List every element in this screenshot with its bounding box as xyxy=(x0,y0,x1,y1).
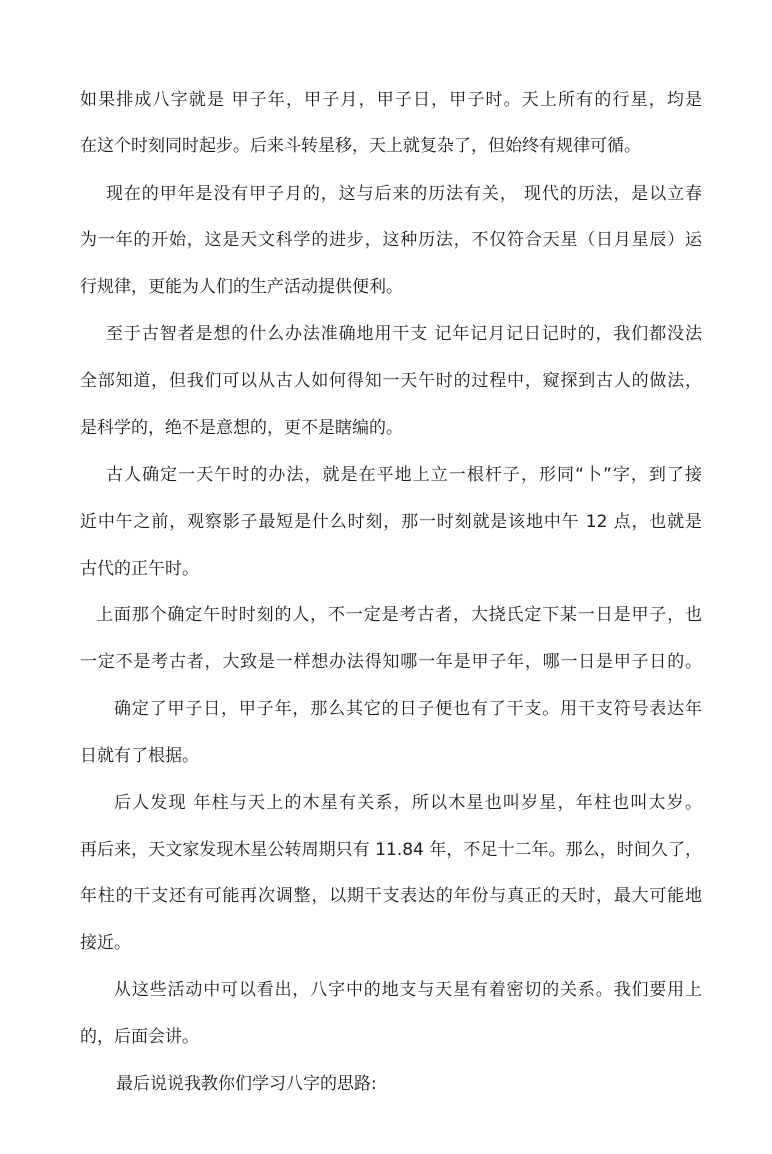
text-line: 接近。 xyxy=(80,933,131,953)
text-line: 行规律，更能为人们的生产活动提供便利。 xyxy=(80,277,403,297)
text-line: 的，后面会讲。 xyxy=(80,1027,199,1047)
text-line: 为一年的开始，这是天文科学的进步，这种历法，不仅符合天星（日月星辰）运 xyxy=(80,230,702,250)
text-line: 一定不是考古者，大致是一样想办法得知哪一年是甲子年，哪一日是甲子日的。 xyxy=(80,652,702,672)
text-line: 再后来，天文家发现木星公转周期只有 11.84 年，不足十二年。那么，时间久了， xyxy=(80,840,702,860)
text-line: 最后说说我教你们学习八字的思路: xyxy=(116,1074,377,1094)
text-line: 后人发现 年柱与天上的木星有关系，所以木星也叫岁星，年柱也叫太岁。 xyxy=(114,793,702,813)
text-line: 上面那个确定午时时刻的人，不一定是考古者，大挠氏定下某一日是甲子，也 xyxy=(96,605,702,625)
text-line: 是科学的，绝不是意想的，更不是瞎编的。 xyxy=(80,418,403,438)
text-line: 确定了甲子日，甲子年，那么其它的日子便也有了干支。用干支符号表达年 xyxy=(114,699,702,719)
text-line: 古代的正午时。 xyxy=(80,559,199,579)
text-line: 年柱的干支还有可能再次调整，以期干支表达的年份与真正的天时，最大可能地 xyxy=(80,886,702,906)
text-line: 现在的甲年是没有甲子月的，这与后来的历法有关， 现代的历法，是以立春 xyxy=(106,184,702,204)
text-line: 在这个时刻同时起步。后来斗转星移，天上就复杂了，但始终有规律可循。 xyxy=(80,136,641,156)
text-line: 日就有了根据。 xyxy=(80,746,199,766)
text-line: 如果排成八字就是 甲子年，甲子月，甲子日，甲子时。天上所有的行星，均是 xyxy=(80,90,702,110)
text-line: 从这些活动中可以看出，八字中的地支与天星有着密切的关系。我们要用上 xyxy=(114,980,702,1000)
text-line: 古人确定一天午时的办法，就是在平地上立一根杆子，形同“卜”字，到了接 xyxy=(106,465,702,485)
text-line: 近中午之前，观察影子最短是什么时刻，那一时刻就是该地中午 12 点，也就是 xyxy=(80,512,702,532)
text-line: 至于古智者是想的什么办法准确地用干支 记年记月记日记时的，我们都没法 xyxy=(106,324,702,344)
text-line: 全部知道，但我们可以从古人如何得知一天午时的过程中，窥探到古人的做法， xyxy=(80,371,702,391)
